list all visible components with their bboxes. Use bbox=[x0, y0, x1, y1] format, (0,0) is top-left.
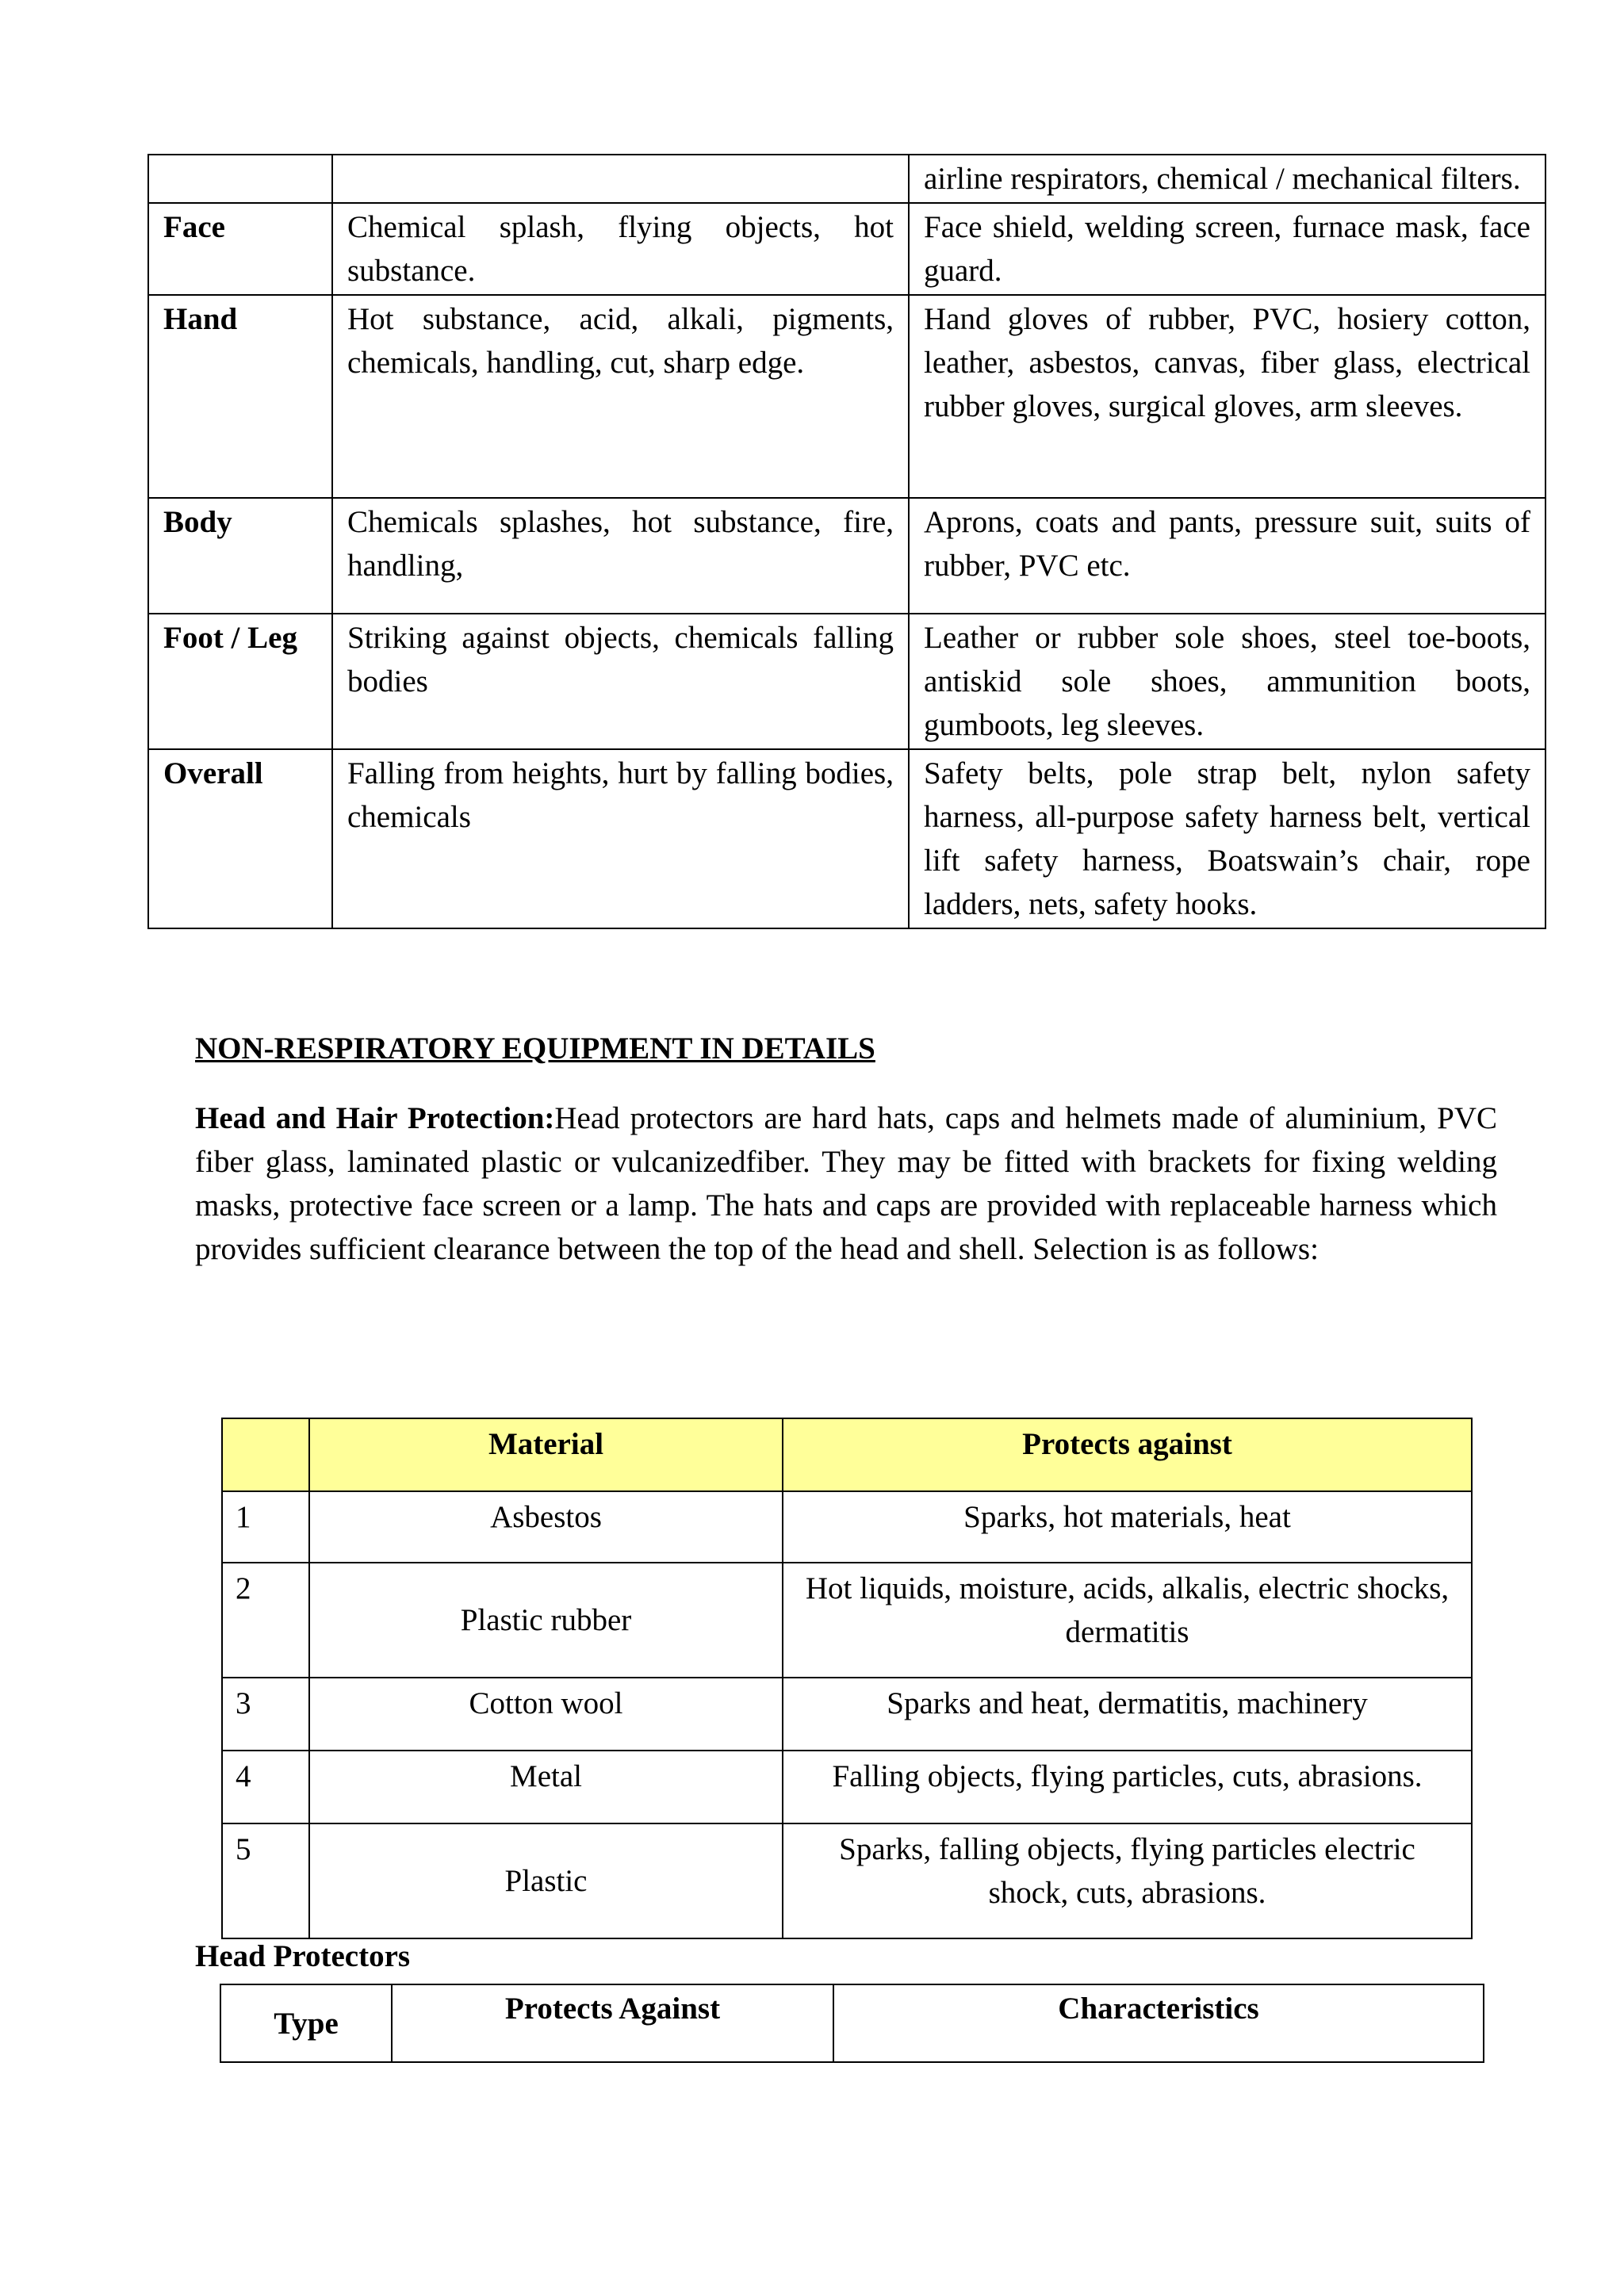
table-row bbox=[148, 498, 1545, 614]
protection-cell: Safety belts, pole strap belt, nylon safety harness, all-purpose safety harness belt, vertical lift safety harness, Boatswain’s chair, rope ladders, nets, safety hooks. bbox=[909, 749, 1545, 928]
material-cell: Asbestos bbox=[309, 1491, 783, 1563]
body-part-cell: Body bbox=[148, 498, 332, 614]
material-cell: Plastic bbox=[309, 1823, 783, 1938]
row-number: 2 bbox=[222, 1563, 309, 1678]
protection-cell: airline respirators, chemical / mechanical filters. bbox=[909, 155, 1545, 203]
table-row bbox=[148, 155, 1545, 203]
header-cell-num bbox=[222, 1418, 309, 1491]
material-cell: Cotton wool bbox=[309, 1678, 783, 1751]
body-part-cell: Overall bbox=[148, 749, 332, 928]
header-cell-protects-against: Protects Against bbox=[392, 1984, 833, 2062]
header-cell-protects: Protects against bbox=[783, 1418, 1472, 1491]
protection-cell: Aprons, coats and pants, pressure suit, suits of rubber, PVC etc. bbox=[909, 498, 1545, 614]
hazards-cell: Hot substance, acid, alkali, pigments, chemicals, handling, cut, sharp edge. bbox=[332, 295, 909, 498]
row-number: 3 bbox=[222, 1678, 309, 1751]
hazards-cell bbox=[332, 155, 909, 203]
table-row bbox=[148, 203, 1545, 295]
protection-cell: Face shield, welding screen, furnace mask, face guard. bbox=[909, 203, 1545, 295]
body-part-cell bbox=[148, 155, 332, 203]
hazards-cell: Striking against objects, chemicals falling bodies bbox=[332, 614, 909, 749]
table-row bbox=[222, 1823, 1472, 1938]
protects-cell: Hot liquids, moisture, acids, alkalis, electric shocks, dermatitis bbox=[783, 1563, 1472, 1678]
material-table bbox=[221, 1418, 1473, 1939]
protects-cell: Sparks and heat, dermatitis, machinery bbox=[783, 1678, 1472, 1751]
table-row bbox=[222, 1678, 1472, 1751]
protection-cell: Hand gloves of rubber, PVC, hosiery cotton, leather, asbestos, canvas, fiber glass, electrical rubber gloves, surgical gloves, arm sleeves. bbox=[909, 295, 1545, 498]
table-row bbox=[222, 1491, 1472, 1563]
hazards-cell: Falling from heights, hurt by falling bodies, chemicals bbox=[332, 749, 909, 928]
section-heading: NON-RESPIRATORY EQUIPMENT IN DETAILS bbox=[195, 1031, 875, 1066]
header-cell-characteristics: Characteristics bbox=[833, 1984, 1484, 2062]
body-part-cell: Hand bbox=[148, 295, 332, 498]
row-number: 1 bbox=[222, 1491, 309, 1563]
body-part-cell: Face bbox=[148, 203, 332, 295]
row-number: 5 bbox=[222, 1823, 309, 1938]
head-protectors-table bbox=[220, 1984, 1484, 2063]
table-header-row bbox=[220, 1984, 1484, 2062]
paragraph-lead: Head and Hair Protection: bbox=[195, 1101, 555, 1135]
table-row bbox=[148, 749, 1545, 928]
header-cell-type: Type bbox=[220, 1984, 392, 2062]
hazards-cell: Chemical splash, flying objects, hot substance. bbox=[332, 203, 909, 295]
protects-cell: Sparks, falling objects, flying particles electric shock, cuts, abrasions. bbox=[783, 1823, 1472, 1938]
hazard-protection-table bbox=[147, 154, 1546, 929]
table-header-row bbox=[222, 1418, 1472, 1491]
table-row bbox=[148, 614, 1545, 749]
table-row bbox=[222, 1751, 1472, 1823]
material-cell: Metal bbox=[309, 1751, 783, 1823]
body-part-cell: Foot / Leg bbox=[148, 614, 332, 749]
protection-cell: Leather or rubber sole shoes, steel toe-boots, antiskid sole shoes, ammunition boots, gumboots, leg sleeves. bbox=[909, 614, 1545, 749]
material-cell: Plastic rubber bbox=[309, 1563, 783, 1678]
paragraph-body: Head protectors are hard hats, caps and helmets made of aluminium, PVC fiber glass, laminated plastic or vulcanizedfiber. They may be fitted with brackets for fixing welding masks, protective face screen or a lamp. The hats and caps are provided with replaceable harness which provides sufficient clearance between the top of the head and shell. Selection is as follows: bbox=[195, 1101, 1498, 1266]
table-row bbox=[148, 295, 1545, 498]
head-hair-protection-paragraph bbox=[195, 1096, 1497, 1271]
head-protectors-title: Head Protectors bbox=[195, 1939, 411, 1973]
protects-cell: Falling objects, flying particles, cuts, abrasions. bbox=[783, 1751, 1472, 1823]
protects-cell: Sparks, hot materials, heat bbox=[783, 1491, 1472, 1563]
table-row bbox=[222, 1563, 1472, 1678]
header-cell-material: Material bbox=[309, 1418, 783, 1491]
hazards-cell: Chemicals splashes, hot substance, fire, handling, bbox=[332, 498, 909, 614]
row-number: 4 bbox=[222, 1751, 309, 1823]
